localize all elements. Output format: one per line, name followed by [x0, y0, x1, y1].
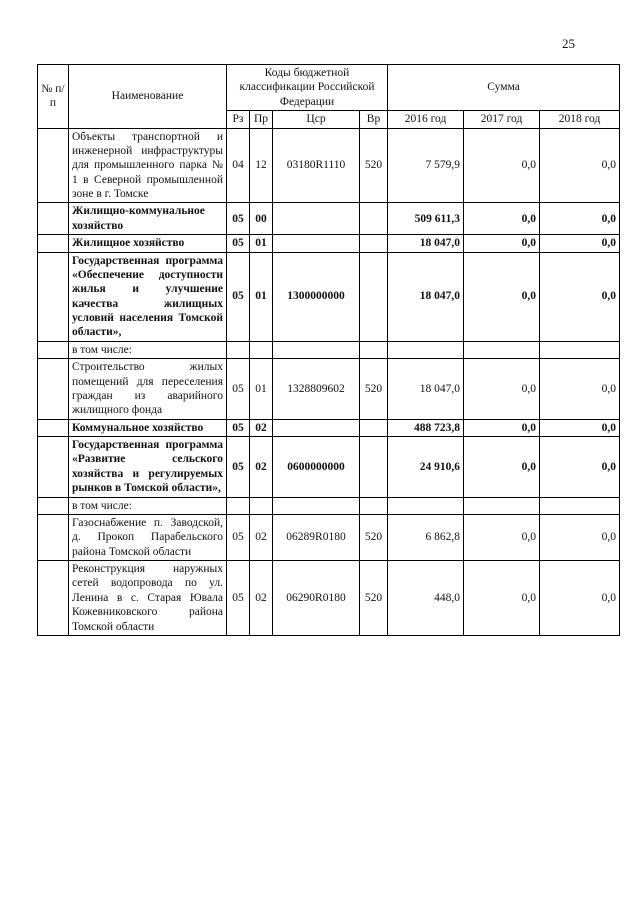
table-row [38, 203, 620, 235]
cell-rz: 05 [227, 561, 250, 636]
cell-vr: 520 [360, 359, 388, 420]
cell-name: Государственная программа «Обеспечение доступности жилья и улучшение качества жилищных условий населения Томской области», [69, 252, 227, 341]
col-header-2018: 2018 год [540, 111, 620, 128]
cell-2018: 0,0 [540, 203, 620, 235]
col-header-rz: Рз [227, 111, 250, 128]
cell-2017 [464, 497, 540, 514]
table-row [38, 561, 620, 636]
cell-vr: 520 [360, 561, 388, 636]
cell-2016: 509 611,3 [388, 203, 464, 235]
cell-2018: 0,0 [540, 419, 620, 436]
cell-csr [273, 235, 360, 252]
cell-2018: 0,0 [540, 128, 620, 203]
cell-num [38, 514, 69, 560]
cell-csr: 06289R0180 [273, 514, 360, 560]
cell-name: Коммунальное хозяйство [69, 419, 227, 436]
cell-2016 [388, 341, 464, 358]
table-row [38, 497, 620, 514]
cell-vr [360, 203, 388, 235]
cell-2018: 0,0 [540, 359, 620, 420]
cell-2018: 0,0 [540, 437, 620, 498]
cell-2018: 0,0 [540, 514, 620, 560]
col-header-sum: Сумма [388, 65, 620, 111]
cell-rz: 05 [227, 252, 250, 341]
table-row [38, 437, 620, 498]
cell-2016: 18 047,0 [388, 252, 464, 341]
cell-pr [250, 341, 273, 358]
cell-2018: 0,0 [540, 561, 620, 636]
cell-csr: 06290R0180 [273, 561, 360, 636]
cell-rz [227, 497, 250, 514]
cell-2016: 18 047,0 [388, 359, 464, 420]
cell-pr: 02 [250, 561, 273, 636]
table-row [38, 341, 620, 358]
cell-2017: 0,0 [464, 128, 540, 203]
cell-pr: 01 [250, 235, 273, 252]
cell-pr: 02 [250, 514, 273, 560]
cell-csr [273, 497, 360, 514]
cell-2017: 0,0 [464, 235, 540, 252]
cell-2016 [388, 497, 464, 514]
table-row [38, 514, 620, 560]
cell-vr: 520 [360, 128, 388, 203]
cell-vr [360, 437, 388, 498]
cell-vr [360, 341, 388, 358]
cell-pr: 12 [250, 128, 273, 203]
cell-rz: 05 [227, 359, 250, 420]
cell-name: Объекты транспортной и инженерной инфраструктуры для промышленного парка № 1 в Северной промышленной зоне в г. Томске [69, 128, 227, 203]
col-header-2016: 2016 год [388, 111, 464, 128]
cell-rz: 05 [227, 514, 250, 560]
table-row [38, 252, 620, 341]
cell-rz [227, 341, 250, 358]
cell-2017: 0,0 [464, 252, 540, 341]
cell-num [38, 235, 69, 252]
cell-2017: 0,0 [464, 203, 540, 235]
cell-vr [360, 235, 388, 252]
cell-vr [360, 419, 388, 436]
cell-csr: 03180R1110 [273, 128, 360, 203]
cell-name: в том числе: [69, 497, 227, 514]
cell-name: Реконструкция наружных сетей водопровода по ул. Ленина в с. Старая Ювала Кожевниковского района Томской области [69, 561, 227, 636]
cell-num [38, 341, 69, 358]
table-row [38, 359, 620, 420]
cell-2016: 24 910,6 [388, 437, 464, 498]
cell-rz: 05 [227, 437, 250, 498]
cell-2016: 18 047,0 [388, 235, 464, 252]
cell-2018 [540, 341, 620, 358]
cell-2018: 0,0 [540, 252, 620, 341]
cell-pr: 02 [250, 419, 273, 436]
cell-2018 [540, 497, 620, 514]
cell-csr: 0600000000 [273, 437, 360, 498]
cell-name: Государственная программа «Развитие сельского хозяйства и регулируемых рынков в Томской области», [69, 437, 227, 498]
col-header-vr: Вр [360, 111, 388, 128]
cell-2017: 0,0 [464, 561, 540, 636]
cell-num [38, 359, 69, 420]
cell-2017: 0,0 [464, 437, 540, 498]
cell-2016: 7 579,9 [388, 128, 464, 203]
col-header-pr: Пр [250, 111, 273, 128]
col-header-2017: 2017 год [464, 111, 540, 128]
table-row [38, 235, 620, 252]
cell-rz: 05 [227, 235, 250, 252]
col-header-name: Наименование [69, 65, 227, 129]
cell-2016: 448,0 [388, 561, 464, 636]
cell-pr: 02 [250, 437, 273, 498]
cell-csr: 1328809602 [273, 359, 360, 420]
cell-2017: 0,0 [464, 419, 540, 436]
cell-csr [273, 203, 360, 235]
cell-num [38, 497, 69, 514]
cell-num [38, 203, 69, 235]
cell-name: в том числе: [69, 341, 227, 358]
cell-num [38, 561, 69, 636]
budget-table [37, 64, 620, 636]
cell-csr [273, 419, 360, 436]
table-body [38, 128, 620, 635]
col-header-codes: Коды бюджетной классификации Российской Федерации [227, 65, 388, 111]
cell-rz: 05 [227, 419, 250, 436]
cell-pr: 01 [250, 359, 273, 420]
cell-vr [360, 252, 388, 341]
cell-rz: 04 [227, 128, 250, 203]
cell-name: Жилищное хозяйство [69, 235, 227, 252]
cell-pr: 00 [250, 203, 273, 235]
cell-num [38, 437, 69, 498]
cell-2017 [464, 341, 540, 358]
cell-vr [360, 497, 388, 514]
col-header-num: № п/п [38, 65, 69, 129]
cell-2018: 0,0 [540, 235, 620, 252]
cell-num [38, 128, 69, 203]
cell-2016: 6 862,8 [388, 514, 464, 560]
table-row [38, 419, 620, 436]
cell-csr: 1300000000 [273, 252, 360, 341]
cell-num [38, 419, 69, 436]
cell-name: Жилищно-коммунальное хозяйство [69, 203, 227, 235]
cell-vr: 520 [360, 514, 388, 560]
cell-pr: 01 [250, 252, 273, 341]
cell-2017: 0,0 [464, 514, 540, 560]
cell-rz: 05 [227, 203, 250, 235]
cell-num [38, 252, 69, 341]
cell-name: Строительство жилых помещений для переселения граждан из аварийного жилищного фонда [69, 359, 227, 420]
cell-csr [273, 341, 360, 358]
cell-2017: 0,0 [464, 359, 540, 420]
col-header-csr: Цср [273, 111, 360, 128]
cell-pr [250, 497, 273, 514]
page-number: 25 [562, 36, 575, 51]
cell-name: Газоснабжение п. Заводской, д. Прокоп Парабельского района Томской области [69, 514, 227, 560]
table-row [38, 128, 620, 203]
cell-2016: 488 723,8 [388, 419, 464, 436]
